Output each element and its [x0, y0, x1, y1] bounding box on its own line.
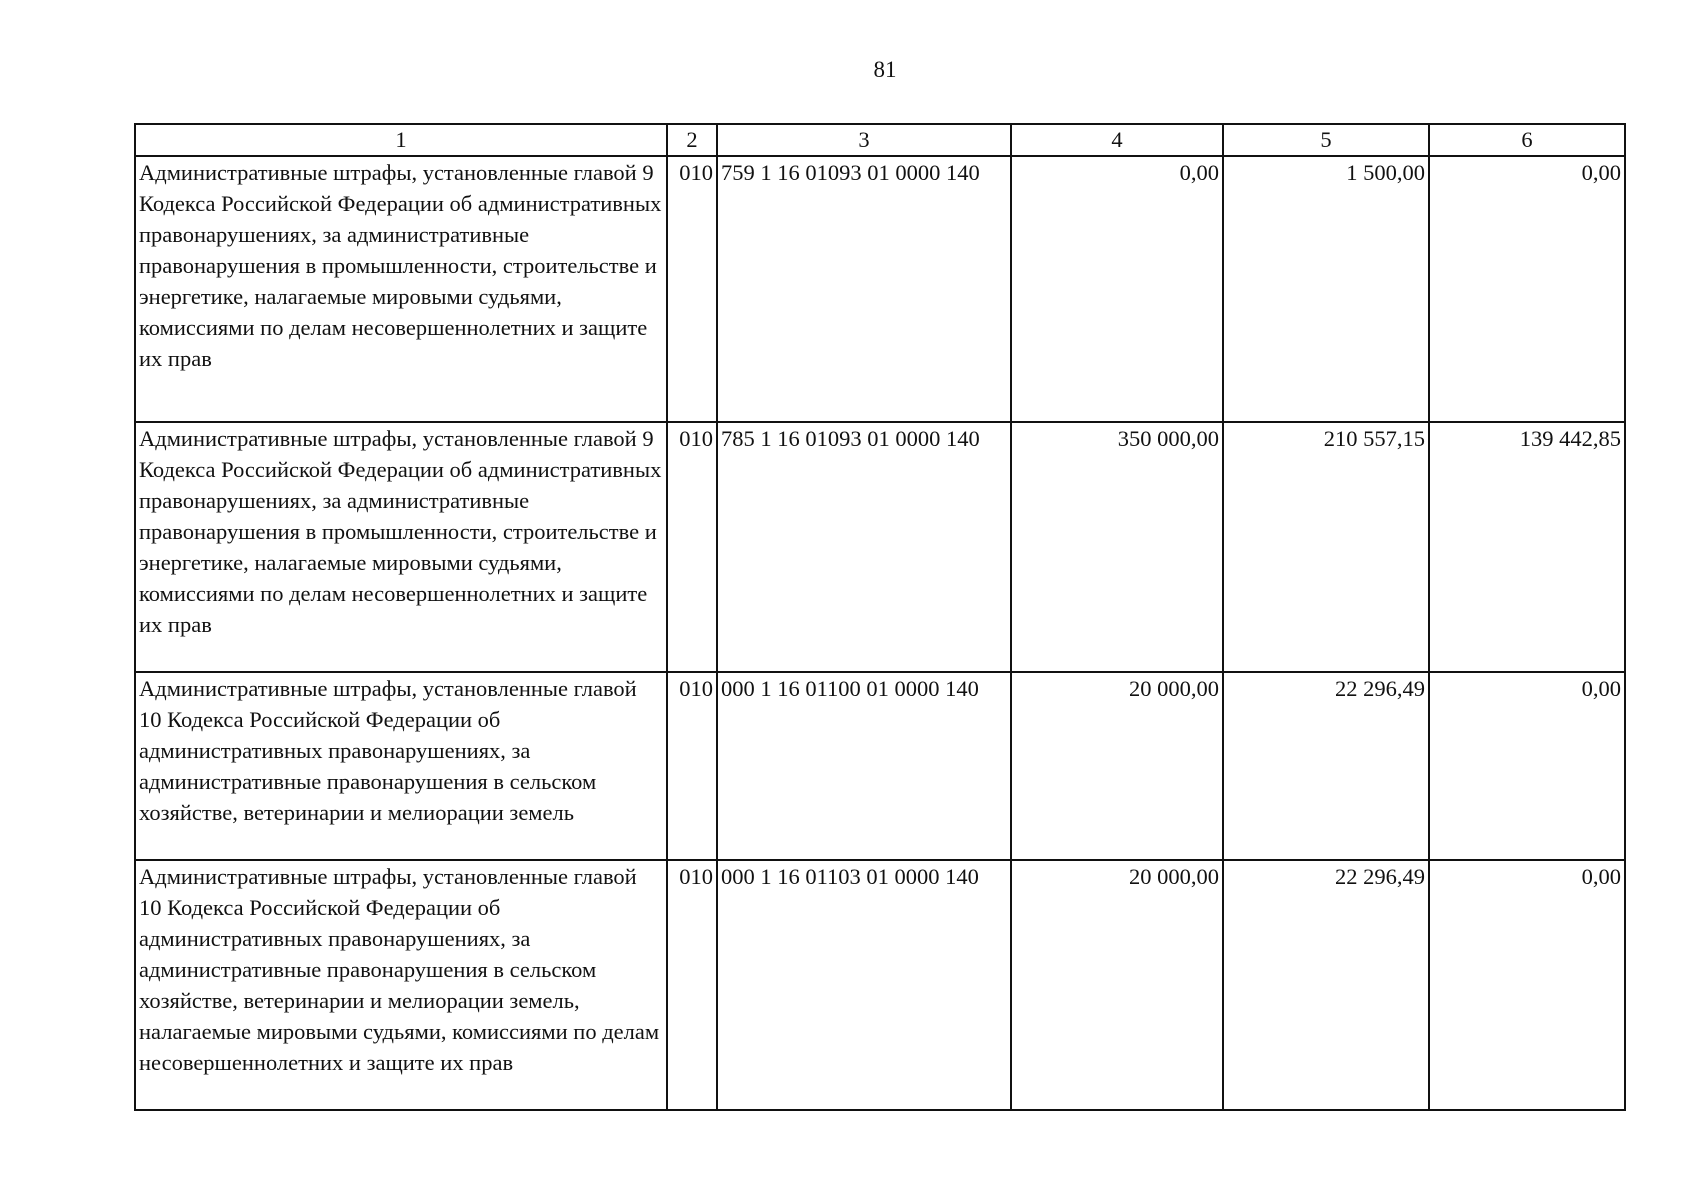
row-description: Административные штрафы, установленные главой 9 Кодекса Российской Федерации об административных правонарушениях, за административные правонарушения в промышленности, строительстве и энергетике, налагаемые мировыми судьями, комиссиями по делам несовершеннолетних и защите их прав	[135, 422, 667, 672]
row-line-code: 010	[667, 156, 717, 422]
row-line-code: 010	[667, 422, 717, 672]
table-row	[135, 860, 1625, 1110]
row-unexecuted-value: 139 442,85	[1429, 422, 1625, 672]
row-executed-value: 22 296,49	[1223, 672, 1429, 860]
row-unexecuted-value: 0,00	[1429, 672, 1625, 860]
row-description: Административные штрафы, установленные главой 10 Кодекса Российской Федерации об административных правонарушениях, за административные правонарушения в сельском хозяйстве, ветеринарии и мелиорации земель	[135, 672, 667, 860]
row-approved-value: 20 000,00	[1011, 672, 1223, 860]
row-unexecuted-value: 0,00	[1429, 860, 1625, 1110]
row-approved-value: 0,00	[1011, 156, 1223, 422]
revenue-table	[134, 123, 1626, 1111]
column-header: 3	[717, 124, 1011, 156]
row-approved-value: 20 000,00	[1011, 860, 1223, 1110]
page-number: 81	[873, 57, 897, 82]
table-row	[135, 156, 1625, 422]
column-header: 4	[1011, 124, 1223, 156]
column-header: 5	[1223, 124, 1429, 156]
table-row	[135, 422, 1625, 672]
table-header-row	[135, 124, 1625, 156]
row-description: Административные штрафы, установленные главой 10 Кодекса Российской Федерации об административных правонарушениях, за административные правонарушения в сельском хозяйстве, ветеринарии и мелиорации земель, налагаемые мировыми судьями, комиссиями по делам несовершеннолетних и защите их прав	[135, 860, 667, 1110]
row-executed-value: 210 557,15	[1223, 422, 1429, 672]
row-description: Административные штрафы, установленные главой 9 Кодекса Российской Федерации об административных правонарушениях, за административные правонарушения в промышленности, строительстве и энергетике, налагаемые мировыми судьями, комиссиями по делам несовершеннолетних и защите их прав	[135, 156, 667, 422]
row-budget-code: 000 1 16 01103 01 0000 140	[717, 860, 1011, 1110]
row-approved-value: 350 000,00	[1011, 422, 1223, 672]
column-header: 6	[1429, 124, 1625, 156]
row-budget-code: 785 1 16 01093 01 0000 140	[717, 422, 1011, 672]
column-header: 2	[667, 124, 717, 156]
row-budget-code: 759 1 16 01093 01 0000 140	[717, 156, 1011, 422]
row-line-code: 010	[667, 672, 717, 860]
table-row	[135, 672, 1625, 860]
row-executed-value: 1 500,00	[1223, 156, 1429, 422]
row-executed-value: 22 296,49	[1223, 860, 1429, 1110]
row-budget-code: 000 1 16 01100 01 0000 140	[717, 672, 1011, 860]
row-unexecuted-value: 0,00	[1429, 156, 1625, 422]
column-header: 1	[135, 124, 667, 156]
row-line-code: 010	[667, 860, 717, 1110]
